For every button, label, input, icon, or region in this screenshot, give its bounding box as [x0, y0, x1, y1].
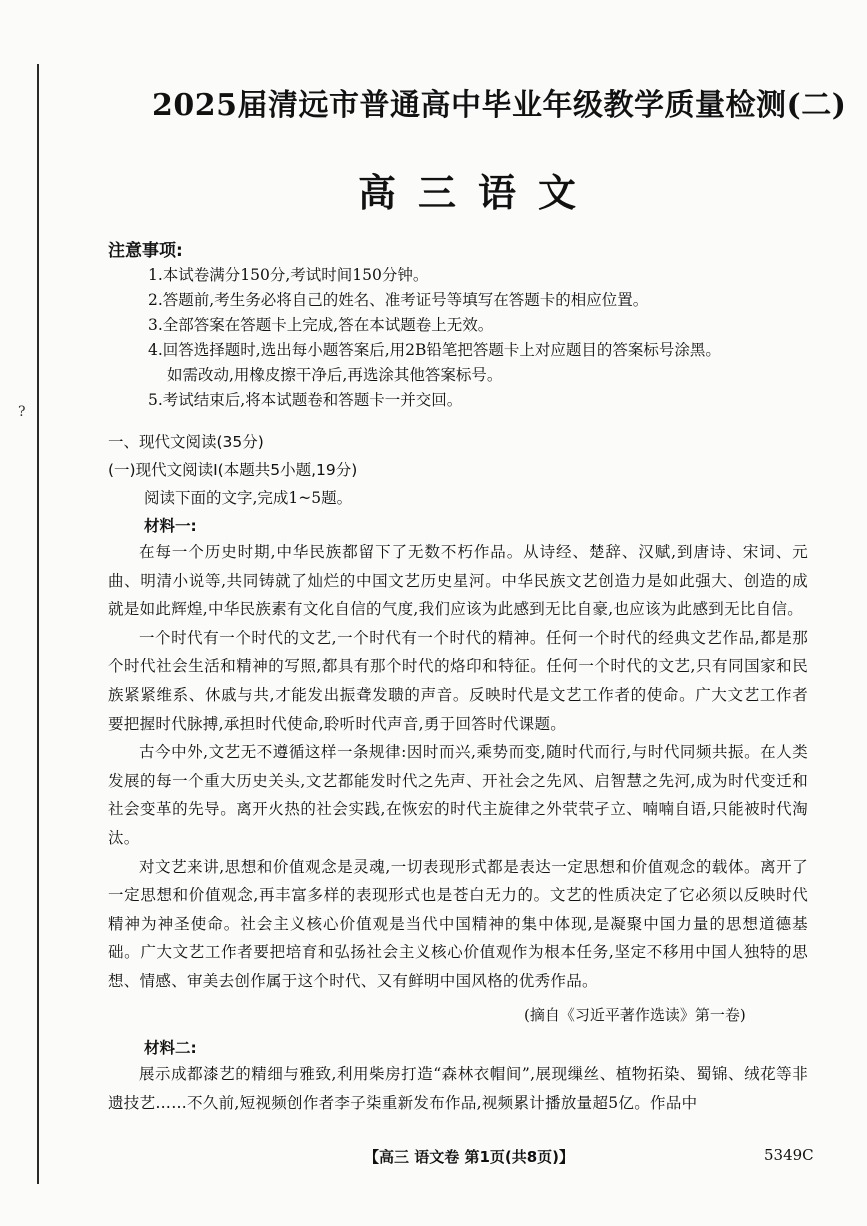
- material-one-source: (摘自《习近平著作选读》第一卷): [524, 1006, 746, 1024]
- notice-item: 5.考试结束后,将本试题卷和答题卡一并交回。: [148, 391, 463, 409]
- subsection-heading: (一)现代文阅读Ⅰ(本题共5小题,19分): [108, 461, 358, 479]
- notice-item: 2.答题前,考生务必将自己的姓名、准考证号等填写在答题卡的相应位置。: [148, 291, 649, 309]
- material-one-label: 材料一:: [144, 517, 197, 535]
- material-one-paragraph: 在每一个历史时期,中华民族都留下了无数不朽作品。从诗经、楚辞、汉赋,到唐诗、宋词、元曲、明清小说等,共同铸就了灿烂的中国文艺历史星河。中华民族文艺创造力是如此强大、创造的成就是如此辉煌,中华民族素有文化自信的气度,我们应该为此感到无比自豪,也应该为此感到无比自信。: [108, 543, 808, 619]
- section-heading: 一、现代文阅读(35分): [108, 433, 264, 451]
- material-two-label: 材料二:: [144, 1039, 197, 1057]
- paper-code: 5349C: [764, 1146, 814, 1164]
- notice-item-continuation: 如需改动,用橡皮擦干净后,再选涂其他答案标号。: [167, 366, 503, 384]
- material-two-paragraph: 展示成都漆艺的精细与雅致,利用柴房打造“森林衣帽间”,展现缫丝、植物拓染、蜀锦、绒花等非遗技艺……不久前,短视频创作者李子柒重新发布作品,视频累计播放量超5亿。作品中: [108, 1065, 808, 1112]
- page-footer-label: 【高三 语文卷 第1页(共8页)】: [364, 1148, 575, 1166]
- margin-mark: ?: [18, 404, 26, 420]
- notice-item: 4.回答选择题时,选出每小题答案后,用2B铅笔把答题卡上对应题目的答案标号涂黑。: [148, 341, 721, 359]
- reading-instruction: 阅读下面的文字,完成1~5题。: [144, 489, 353, 507]
- material-one-paragraph: 对文艺来讲,思想和价值观念是灵魂,一切表现形式都是表达一定思想和价值观念的载体。离开了一定思想和价值观念,再丰富多样的表现形式也是苍白无力的。文艺的性质决定了它必须以反映时代精神为神圣使命。社会主义核心价值观是当代中国精神的集中体现,是凝聚中国力量的思想道德基础。广大文艺工作者要把培育和弘扬社会主义核心价值观作为根本任务,坚定不移用中国人独特的思想、情感、审美去创作属于这个时代、又有鲜明中国风格的优秀作品。: [108, 857, 808, 990]
- subject-title: 高三语文: [358, 171, 599, 215]
- material-two-text: [108, 1060, 808, 1117]
- material-one-paragraph: 古今中外,文艺无不遵循这样一条规律:因时而兴,乘势而变,随时代而行,与时代同频共振。在人类发展的每一个重大历史关头,文艺都能发时代之先声、开社会之先风、启智慧之先河,成为时代变迁和社会变革的先导。离开火热的社会实践,在恢宏的时代主旋律之外茕茕孑立、喃喃自语,只能被时代淘汰。: [108, 743, 808, 847]
- material-one-text: [108, 538, 808, 996]
- notice-list: [148, 263, 828, 413]
- exam-title: 2025届清远市普通高中毕业年级教学质量检测(二): [152, 88, 847, 123]
- notice-heading: 注意事项:: [108, 241, 183, 261]
- binding-line: [37, 64, 39, 1184]
- material-one-paragraph: 一个时代有一个时代的文艺,一个时代有一个时代的精神。任何一个时代的经典文艺作品,都是那个时代社会生活和精神的写照,都具有那个时代的烙印和特征。任何一个时代的文艺,只有同国家和民族紧紧维系、休戚与共,才能发出振聋发聩的声音。反映时代是文艺工作者的使命。广大文艺工作者要把握时代脉搏,承担时代使命,聆听时代声音,勇于回答时代课题。: [108, 628, 808, 733]
- notice-item: 1.本试卷满分150分,考试时间150分钟。: [148, 266, 429, 284]
- notice-item: 3.全部答案在答题卡上完成,答在本试题卷上无效。: [148, 316, 494, 334]
